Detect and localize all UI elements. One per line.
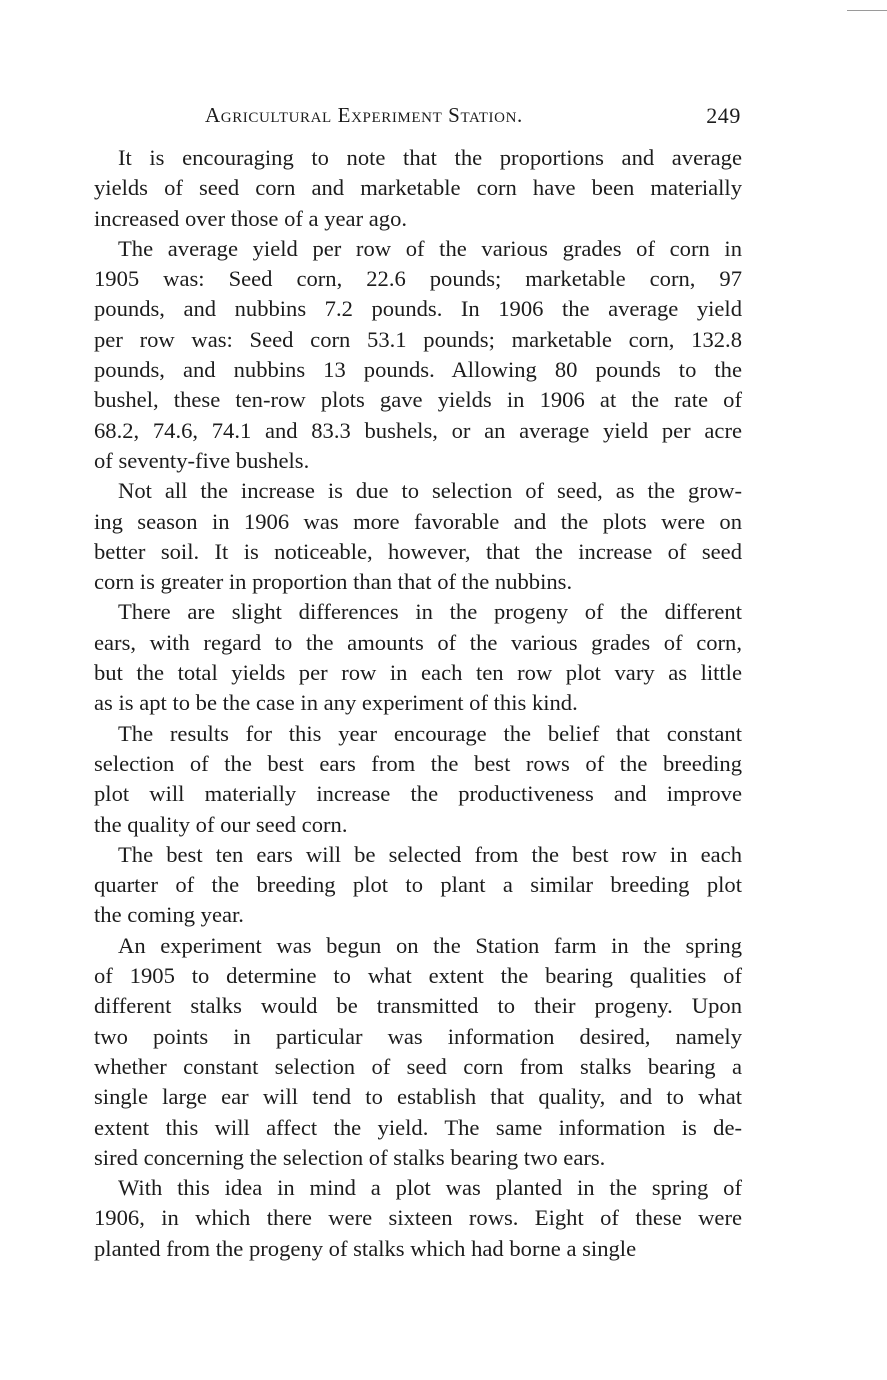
text-line: the coming year. [94,902,244,928]
text-line: two points in particular was information desired, namely [94,1023,742,1049]
text-line: as is apt to be the case in any experiment of this kind. [94,690,578,716]
text-line: 68.2, 74.6, 74.1 and 83.3 bushels, or an average yield per acre [94,417,742,443]
text-line: corn is greater in proportion than that of the nubbins. [94,569,573,595]
text-line: whether constant selection of seed corn from stalks bearing a [94,1053,742,1079]
text-line: The best ten ears will be selected from the best row in each [118,841,742,867]
text-line: yields of seed corn and marketable corn have been materially [94,175,742,201]
text-line: 1905 was: Seed corn, 22.6 pounds; marketable corn, 97 [94,266,742,292]
text-line: of 1905 to determine to what extent the bearing qualities of [94,963,742,989]
paragraph [94,597,742,718]
paragraph [94,234,742,476]
text-line: The average yield per row of the various grades of corn in [118,235,742,261]
text-line: bushel, these ten-row plots gave yields in 1906 at the rate of [94,387,742,413]
text-line: ears, with regard to the amounts of the various grades of corn, [94,629,742,655]
text-line: extent this will affect the yield. The same information is de- [94,1114,742,1140]
paragraph [94,931,742,1173]
text-line: but the total yields per row in each ten row plot vary as little [94,660,742,686]
text-line: Not all the increase is due to selection of seed, as the grow- [118,478,742,504]
paragraph [94,719,742,840]
paragraph [94,840,742,931]
running-head [205,103,741,129]
text-line: single large ear will tend to establish that quality, and to what [94,1084,742,1110]
text-line: selection of the best ears from the best rows of the breeding [94,750,742,776]
text-line: With this idea in mind a plot was planted in the spring of [118,1175,742,1201]
text-line: It is encouraging to note that the proportions and average [118,145,742,170]
text-line: planted from the progeny of stalks which had borne a single [94,1235,637,1261]
text-line: 1906, in which there were sixteen rows. Eight of these were [94,1205,742,1231]
text-line: the quality of our seed corn. [94,811,348,837]
text-line: The results for this year encourage the belief that constant [118,720,742,746]
running-title: Agricultural Experiment Station. [205,103,523,127]
page-number: 249 [706,103,741,128]
paragraph [94,143,742,234]
corner-rule-decoration [847,0,887,11]
text-line: sired concerning the selection of stalks bearing two ears. [94,1144,606,1170]
text-line: per row was: Seed corn 53.1 pounds; marketable corn, 132.8 [94,326,742,352]
text-line: There are slight differences in the progeny of the different [118,599,742,625]
text-line: increased over those of a year ago. [94,205,408,231]
text-line: different stalks would be transmitted to their progeny. Upon [94,993,742,1019]
paragraph [94,1173,742,1264]
text-line: of seventy-five bushels. [94,447,310,473]
text-line: pounds, and nubbins 7.2 pounds. In 1906 the average yield [94,296,742,322]
text-line: plot will materially increase the productiveness and improve [94,781,742,807]
text-line: An experiment was begun on the Station farm in the spring [118,932,742,958]
text-line: pounds, and nubbins 13 pounds. Allowing 80 pounds to the [94,357,742,383]
text-line: ing season in 1906 was more favorable and the plots were on [94,508,742,534]
text-line: quarter of the breeding plot to plant a similar breeding plot [94,872,742,898]
body-text [94,143,742,1264]
paragraph [94,476,742,597]
text-line: better soil. It is noticeable, however, that the increase of seed [94,538,742,564]
